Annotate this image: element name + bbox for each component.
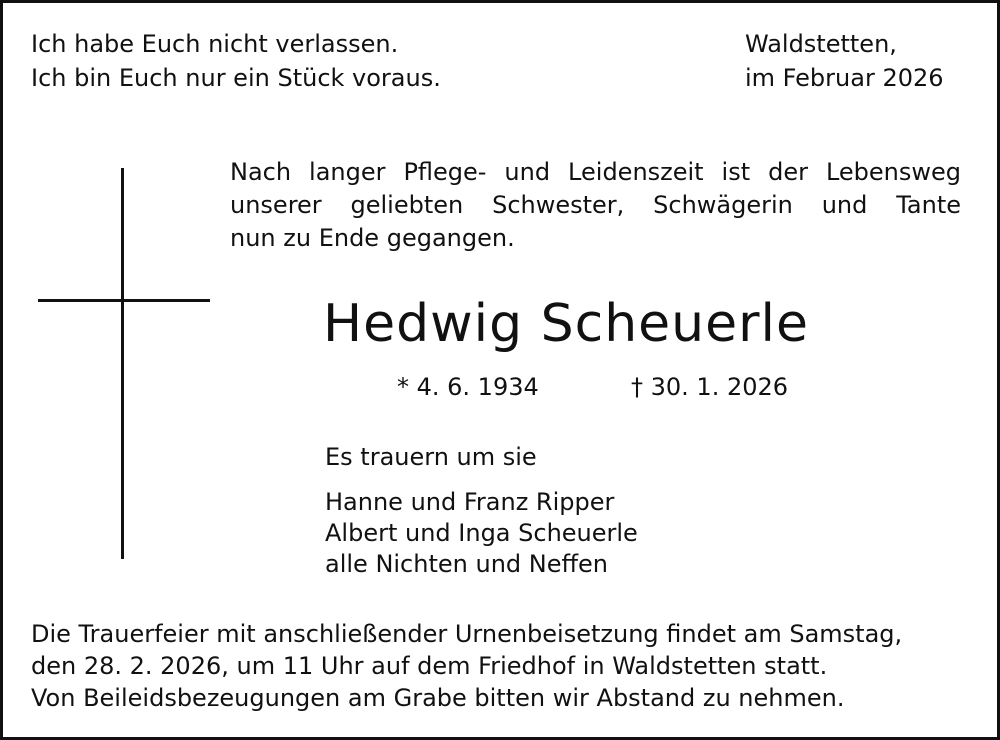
footer-line-2: den 28. 2. 2026, um 11 Uhr auf dem Friedhof in Waldstetten statt. <box>31 652 828 680</box>
footer-line-3: Von Beileidsbezeugungen am Grabe bitten wir Abstand zu nehmen. <box>31 684 845 712</box>
footer-line-1: Die Trauerfeier mit anschließender Urnenbeisetzung findet am Samstag, <box>31 620 903 648</box>
place-text: Waldstetten, <box>745 30 897 58</box>
mourner-name: Albert und Inga Scheuerle <box>325 519 638 547</box>
date-text: im Februar 2026 <box>745 64 944 92</box>
birth-date: * 4. 6. 1934 <box>397 373 539 401</box>
motto-line-1: Ich habe Euch nicht verlassen. <box>31 30 399 58</box>
motto-line-2: Ich bin Euch nur ein Stück voraus. <box>31 64 441 92</box>
mourner-name: alle Nichten und Neffen <box>325 550 608 578</box>
deceased-name: Hedwig Scheuerle <box>323 294 809 354</box>
intro-line-2: unserer geliebten Schwester, Schwägerin und Tante <box>230 191 961 219</box>
death-date: † 30. 1. 2026 <box>631 373 789 401</box>
cross-icon-vertical <box>121 168 124 559</box>
cross-icon-horizontal <box>38 299 210 302</box>
mourners-heading: Es trauern um sie <box>325 443 537 471</box>
intro-line-3: nun zu Ende gegangen. <box>230 224 515 252</box>
mourner-name: Hanne und Franz Ripper <box>325 488 615 516</box>
intro-line-1: Nach langer Pflege- und Leidenszeit ist der Lebensweg <box>230 158 961 186</box>
